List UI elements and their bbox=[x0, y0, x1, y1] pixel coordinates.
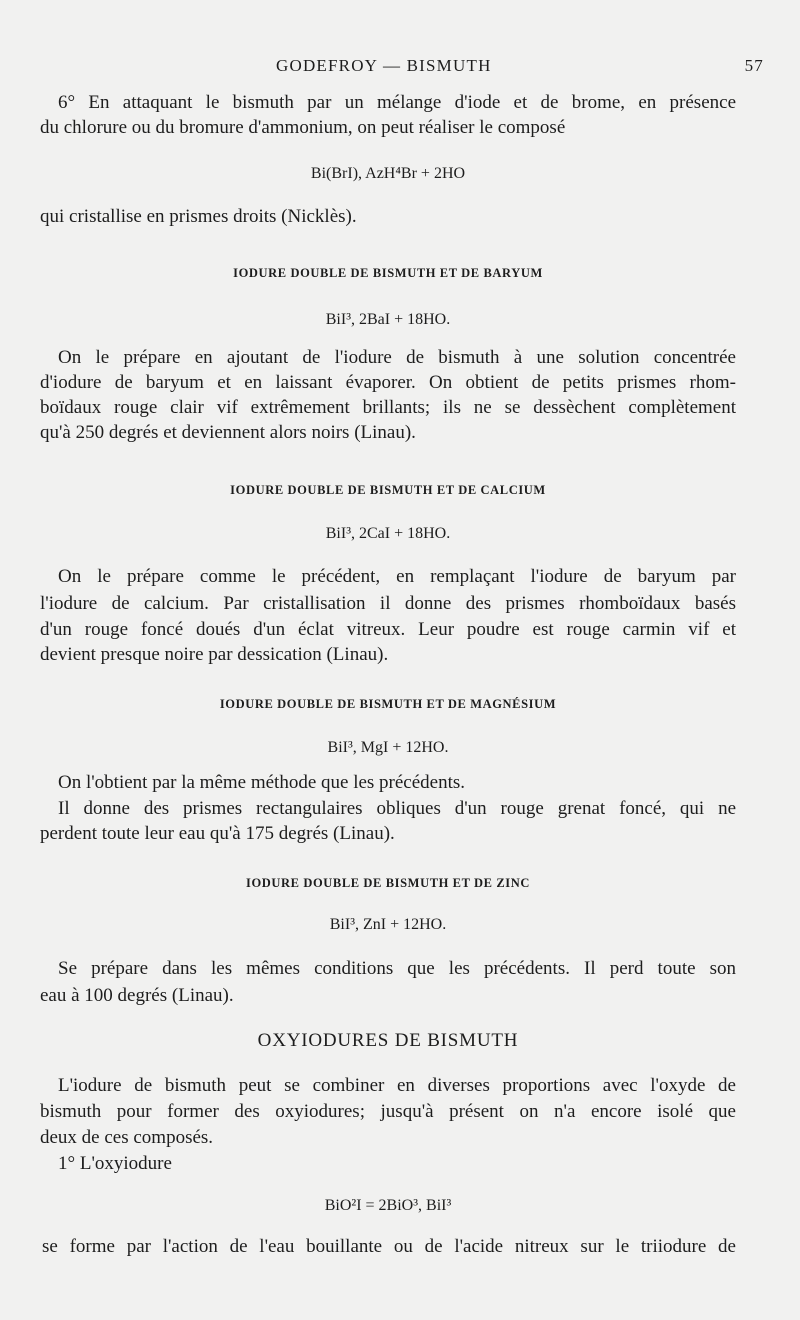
body-line: d'iodure de baryum et en laissant évaporer. On obtient de petits prismes rhom- bbox=[40, 372, 736, 393]
formula: BiI³, 2BaI + 18HO. bbox=[325, 311, 451, 328]
section-heading: IODURE DOUBLE DE BISMUTH ET DE MAGNÉSIUM bbox=[219, 697, 557, 711]
body-line: eau à 100 degrés (Linau). bbox=[40, 985, 234, 1006]
formula: BiI³, 2CaI + 18HO. bbox=[325, 525, 451, 542]
body-line: On le prépare comme le précédent, en remplaçant l'iodure de baryum par bbox=[58, 566, 736, 587]
running-title: GODEFROY — BISMUTH bbox=[276, 56, 492, 75]
body-line: L'iodure de bismuth peut se combiner en diverses proportions avec l'oxyde de bbox=[58, 1075, 736, 1096]
body-line: boïdaux rouge clair vif extrêmement brillants; ils ne se dessèchent complètement bbox=[40, 397, 736, 418]
body-line: Il donne des prismes rectangulaires obliques d'un rouge grenat foncé, qui ne bbox=[58, 798, 736, 819]
formula: Bi(BrI), AzH⁴Br + 2HO bbox=[310, 165, 466, 182]
body-line: deux de ces composés. bbox=[40, 1127, 214, 1148]
running-header bbox=[0, 56, 800, 80]
body-line: se forme par l'action de l'eau bouillante ou de l'acide nitreux sur le triiodure de bbox=[42, 1236, 736, 1257]
body-line: 1° L'oxyiodure bbox=[58, 1153, 172, 1174]
body-line: 6° En attaquant le bismuth par un mélange d'iode et de brome, en présence bbox=[58, 92, 736, 113]
body-line: On l'obtient par la même méthode que les précédents. bbox=[58, 772, 466, 793]
body-line: d'un rouge foncé doués d'un éclat vitreux. Leur poudre est rouge carmin vif et bbox=[40, 619, 736, 640]
body-line: On le prépare en ajoutant de l'iodure de bismuth à une solution concentrée bbox=[58, 347, 736, 368]
formula: BiI³, ZnI + 12HO. bbox=[329, 916, 447, 933]
formula: BiI³, MgI + 12HO. bbox=[327, 739, 449, 756]
body-line: qui cristallise en prismes droits (Nicklès). bbox=[40, 206, 357, 227]
formula: BiO²I = 2BiO³, BiI³ bbox=[324, 1197, 452, 1214]
body-line: Se prépare dans les mêmes conditions que les précédents. Il perd toute son bbox=[58, 958, 736, 979]
body-line: perdent toute leur eau qu'à 175 degrés (Linau). bbox=[40, 823, 395, 844]
body-line: du chlorure ou du bromure d'ammonium, on peut réaliser le composé bbox=[40, 117, 566, 138]
body-line: qu'à 250 degrés et deviennent alors noirs (Linau). bbox=[40, 422, 416, 443]
page-number: 57 bbox=[744, 56, 764, 75]
body-line: l'iodure de calcium. Par cristallisation il donne des prismes rhomboïdaux basés bbox=[40, 593, 736, 614]
section-heading: IODURE DOUBLE DE BISMUTH ET DE BARYUM bbox=[233, 266, 543, 280]
section-heading: IODURE DOUBLE DE BISMUTH ET DE ZINC bbox=[245, 876, 531, 890]
section-heading: IODURE DOUBLE DE BISMUTH ET DE CALCIUM bbox=[230, 483, 546, 497]
body-line: devient presque noire par dessication (Linau). bbox=[40, 644, 389, 665]
body-line: bismuth pour former des oxyiodures; jusqu'à présent on n'a encore isolé que bbox=[40, 1101, 736, 1122]
major-heading: OXYIODURES DE BISMUTH bbox=[257, 1030, 519, 1051]
